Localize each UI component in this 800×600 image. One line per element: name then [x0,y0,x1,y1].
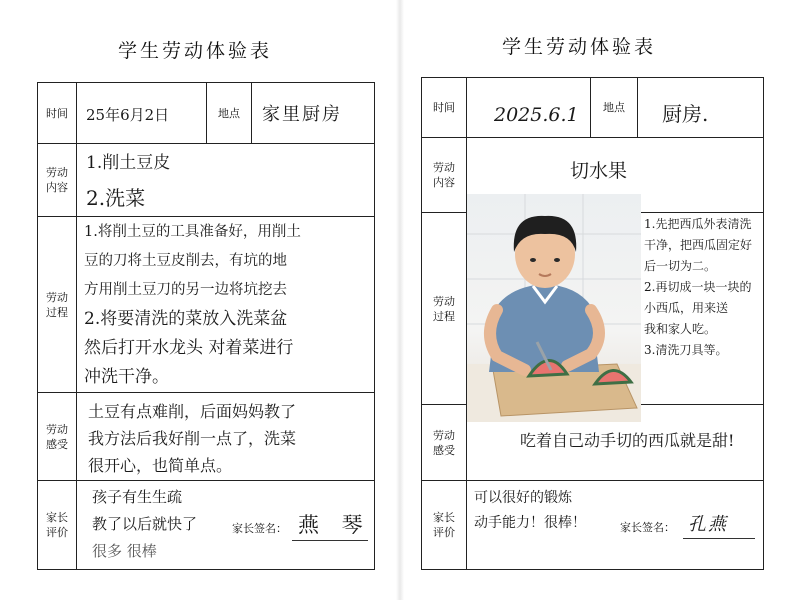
left-parent-text: 孩子有生生疏 教了以后就快了 很多 很棒 [92,488,198,560]
left-form-title: 学生劳动体验表 [118,40,273,62]
left-time-label: 时间 [37,82,77,144]
right-time-label: 时间 [421,77,467,138]
left-parent-label: 家长 评价 [37,480,77,570]
right-process-text: 1.先把西瓜外表清洗 干净，把西瓜固定好 后一切为二。 2.再切成一块一块的 小西瓜，用来送 我和家人吃。 3.清洗刀具等。 [644,217,753,357]
right-time-value: 2025.6.1 [494,104,579,126]
right-place-value: 厨房. [662,102,709,126]
right-form-title: 学生劳动体验表 [502,36,657,58]
right-parent-text: 可以很好的锻炼 动手能力！很棒！ [474,490,586,531]
right-signature-value: 孔燕 [688,514,728,535]
left-feeling-label: 劳动 感受 [37,392,77,481]
left-content-label: 劳动 内容 [37,143,77,217]
right-signature-label: 家长签名： [620,521,675,534]
right-feeling-value: 吃着自己动手切的西瓜就是甜! [520,431,735,450]
left-signature-line [292,540,368,541]
child-cutting-watermelon-photo [467,194,641,422]
right-process-label: 劳动 过程 [421,212,467,405]
left-content-line-2: 2.洗菜 [86,186,146,210]
left-place-label: 地点 [206,82,252,144]
right-content-label: 劳动 内容 [421,137,467,213]
left-content-line-1: 1.削土豆皮 [86,153,171,173]
left-signature-label: 家长签名： [232,522,287,535]
left-process-text: 1.将削土豆的工具准备好，用削土 豆的刀将土豆皮削去，有坑的地 方用削土豆刀的另一边将坑挖去 2.将要清洗的菜放入洗菜盆 然后打开水龙头 对着菜进行 冲洗干净。 [84,224,301,387]
right-place-label: 地点 [590,77,638,138]
left-place-value: 家里厨房 [262,104,342,125]
right-signature-line [683,538,755,539]
right-parent-label: 家长 评价 [421,480,467,570]
right-feeling-label: 劳动 感受 [421,404,467,481]
left-signature-value: 燕 琴 [298,513,371,537]
photo-illustration [467,194,641,422]
left-time-value: 25年6月2日 [86,106,170,124]
left-process-label: 劳动 过程 [37,216,77,393]
right-content-value: 切水果 [570,160,628,182]
left-feeling-text: 土豆有点难削，后面妈妈教了 我方法后我好削一点了，洗菜 很开心，也简单点。 [88,402,297,475]
